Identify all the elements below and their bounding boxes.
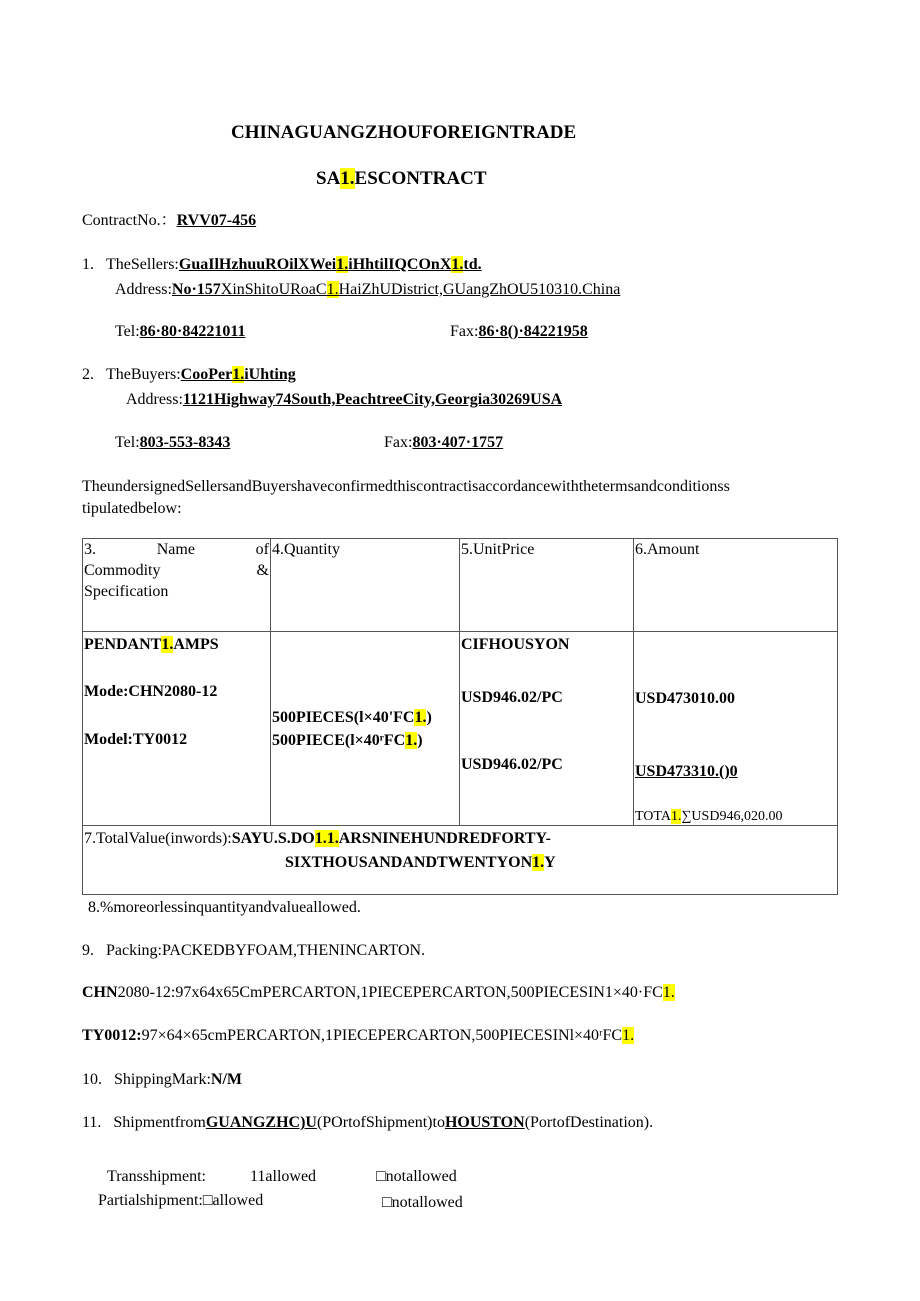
heading-part: ESCONTRACT (354, 168, 487, 189)
total-words-label: 7.TotalValue(inwords): (84, 830, 232, 847)
intro-line2: tipulatedbelow: (82, 500, 182, 517)
port-of-destination: HOUSTON (444, 1114, 525, 1131)
clause-number: 2. (82, 366, 94, 383)
header-amount: 6.Amount (634, 539, 838, 632)
packing-detail: 97×64×65cmPERCARTON,1PIECEPERCARTON,500PIECESINl×40ʳFC (141, 1027, 623, 1044)
sellers-tel (115, 323, 245, 341)
address-label: Address: (115, 281, 172, 298)
buyers-fax (384, 434, 503, 452)
buyers-name-highlight: 1. (232, 366, 245, 383)
clause-number: 1. (82, 256, 94, 273)
table-header-row (83, 539, 838, 632)
address-part: HaiZhUDistrict,GUangZhOU510310.China (338, 281, 621, 298)
sellers-tel-value: 86·80·84221011 (139, 323, 246, 340)
tel-label: Tel: (115, 434, 140, 451)
partial-shipment-label: Partialshipment: (98, 1192, 203, 1209)
total-words-row (83, 826, 838, 895)
intro-line1: TheundersignedSellersandBuyershaveconfirmedthiscontractisaccordancewiththetermsandconditionss (82, 478, 730, 495)
buyers-fax-value: 803·407·1757 (412, 434, 504, 451)
commodity-name-highlight: 1. (161, 636, 174, 653)
packing-model-code: TY0012: (82, 1027, 142, 1044)
sellers-address-value (172, 281, 620, 298)
buyers-label: TheBuyers: (106, 366, 181, 383)
cell-quantity (271, 632, 460, 826)
words-part: SIXTHOUSANDANDTWENTYON (285, 854, 533, 871)
contract-number-label: ContractNo.： (82, 212, 177, 229)
fax-label: Fax: (450, 323, 479, 340)
table-row (83, 632, 838, 826)
address-highlight: 1. (326, 281, 339, 298)
heading-part: SA (316, 168, 341, 189)
words-part: Y (544, 854, 556, 871)
clause-number: 9. (82, 942, 94, 959)
buyers-line (82, 366, 296, 384)
packing-chn (82, 984, 675, 1002)
clause-11 (82, 1114, 653, 1132)
sellers-name-highlight: 1. (336, 256, 349, 273)
cell-commodity (83, 632, 271, 826)
cell-total-words (83, 826, 838, 895)
total-part: TOTA (635, 809, 671, 824)
header-commodity-line: Specification (84, 583, 169, 600)
sellers-fax (450, 323, 588, 341)
sellers-address (115, 281, 620, 299)
quantity-line (272, 730, 423, 751)
shipment-text: (PortofDestination). (524, 1114, 654, 1131)
total-words-value (232, 830, 551, 847)
header-commodity-line: Commodity & (84, 562, 269, 579)
goods-table (82, 538, 838, 895)
packing-detail: 2080-12:97x64x65CmPERCARTON,1PIECEPERCARTON,500PIECESIN1×40·FC (117, 984, 663, 1001)
transshipment-notallowed-option[interactable]: □notallowed (376, 1168, 457, 1185)
header-commodity (83, 539, 271, 632)
header-commodity-line: 3. Name of (84, 541, 269, 558)
contract-number-value: RVV07-456 (176, 212, 257, 229)
address-part: No·157 (171, 281, 221, 298)
clause-number: 11. (82, 1114, 102, 1131)
packing-highlight: 1. (662, 984, 675, 1001)
sellers-fax-value: 86·8()·84221958 (478, 323, 588, 340)
words-highlight: 1.1. (314, 830, 339, 847)
sellers-name-highlight: 1. (451, 256, 464, 273)
clause-number: 10. (82, 1071, 102, 1088)
commodity-name (84, 634, 219, 655)
total-part: ∑USD946,020.00 (681, 809, 783, 824)
clause-9 (82, 942, 425, 960)
words-part: ARSNINEHUNDREDFORTY- (338, 830, 551, 847)
packing-highlight: 1. (622, 1027, 635, 1044)
buyers-name-part: iUhting (244, 366, 296, 383)
partial-shipment-allowed-option[interactable]: □allowed (202, 1192, 264, 1209)
commodity-name-part: PENDANT (84, 636, 162, 653)
sellers-name-part: td. (463, 256, 482, 273)
amount-value: USD473010.00 (635, 690, 736, 707)
port-of-shipment: GUANGZHC)U (205, 1114, 317, 1131)
packing-model-code: CHN (82, 984, 118, 1001)
shipment-text: (POrtofShipment)to (316, 1114, 445, 1131)
cell-amount (634, 632, 838, 826)
shipping-mark-value: N/M (210, 1071, 242, 1088)
buyers-tel-value: 803-553-8343 (139, 434, 231, 451)
address-label: Address: (126, 391, 183, 408)
buyers-address-value: 1121Highway74South,PeachtreeCity,Georgia30269USA (182, 391, 563, 408)
unit-price: USD946.02/PC (461, 756, 563, 773)
quantity-part: ) (417, 732, 423, 749)
sellers-name-part: iHhtilIQCOnX (348, 256, 452, 273)
quantity-part: 500PIECE(l×40ʳFC (272, 732, 406, 749)
shipping-mark-label: ShippingMark: (114, 1071, 211, 1088)
quantity-part: 500PIECES(l×40'FC (272, 709, 415, 726)
amount-value: USD473310.()0 (635, 763, 738, 780)
sellers-name-part: GuaIlHzhuuROilXWei (178, 256, 337, 273)
amount-total (635, 806, 782, 827)
clause-8: 8.%moreorlessinquantityandvalueallowed. (88, 899, 361, 916)
quantity-line (272, 707, 432, 728)
quantity-highlight: 1. (405, 732, 418, 749)
heading-highlight: 1. (340, 168, 355, 189)
contract-number (82, 207, 256, 230)
sellers-label: TheSellers: (106, 256, 179, 273)
cell-unit-price (460, 632, 634, 826)
partial-shipment-notallowed-option[interactable]: □notallowed (382, 1194, 463, 1211)
packing-ty (82, 1027, 634, 1045)
sellers-name (179, 256, 482, 273)
partial-shipment-line (98, 1192, 263, 1210)
commodity-model: Model:TY0012 (84, 731, 188, 748)
total-highlight: 1. (670, 809, 682, 824)
quantity-part: ) (426, 709, 432, 726)
price-terms: CIFHOUSYON (461, 636, 570, 653)
transshipment-allowed-option[interactable]: 11allowed (250, 1168, 317, 1185)
total-words-line2 (285, 852, 556, 873)
transshipment-label: Transshipment: (107, 1168, 206, 1185)
tel-label: Tel: (115, 323, 140, 340)
words-highlight: 1. (532, 854, 545, 871)
commodity-name-part: AMPS (173, 636, 219, 653)
buyers-name-part: CooPer (180, 366, 233, 383)
contract-heading-line2 (316, 168, 487, 190)
clause-10 (82, 1071, 242, 1089)
words-part: SAYU.S.DO (231, 830, 315, 847)
total-words-line1 (84, 828, 551, 849)
clause-9-text: Packing:PACKEDBYFOAM,THENINCARTON. (106, 942, 426, 959)
buyers-name (181, 366, 296, 383)
fax-label: Fax: (384, 434, 413, 451)
address-part: XinShitoURoaC (220, 281, 327, 298)
unit-price: USD946.02/PC (461, 689, 563, 706)
contract-heading-line1: CHINAGUANGZHOUFOREIGNTRADE (231, 122, 577, 143)
commodity-mode: Mode:CHN2080-12 (84, 683, 218, 700)
header-quantity: 4.Quantity (271, 539, 460, 632)
header-unit-price: 5.UnitPrice (460, 539, 634, 632)
buyers-tel (115, 434, 230, 452)
shipment-text: Shipmentfrom (113, 1114, 206, 1131)
quantity-highlight: 1. (414, 709, 427, 726)
buyers-address (126, 391, 562, 409)
sellers-line (82, 256, 482, 274)
